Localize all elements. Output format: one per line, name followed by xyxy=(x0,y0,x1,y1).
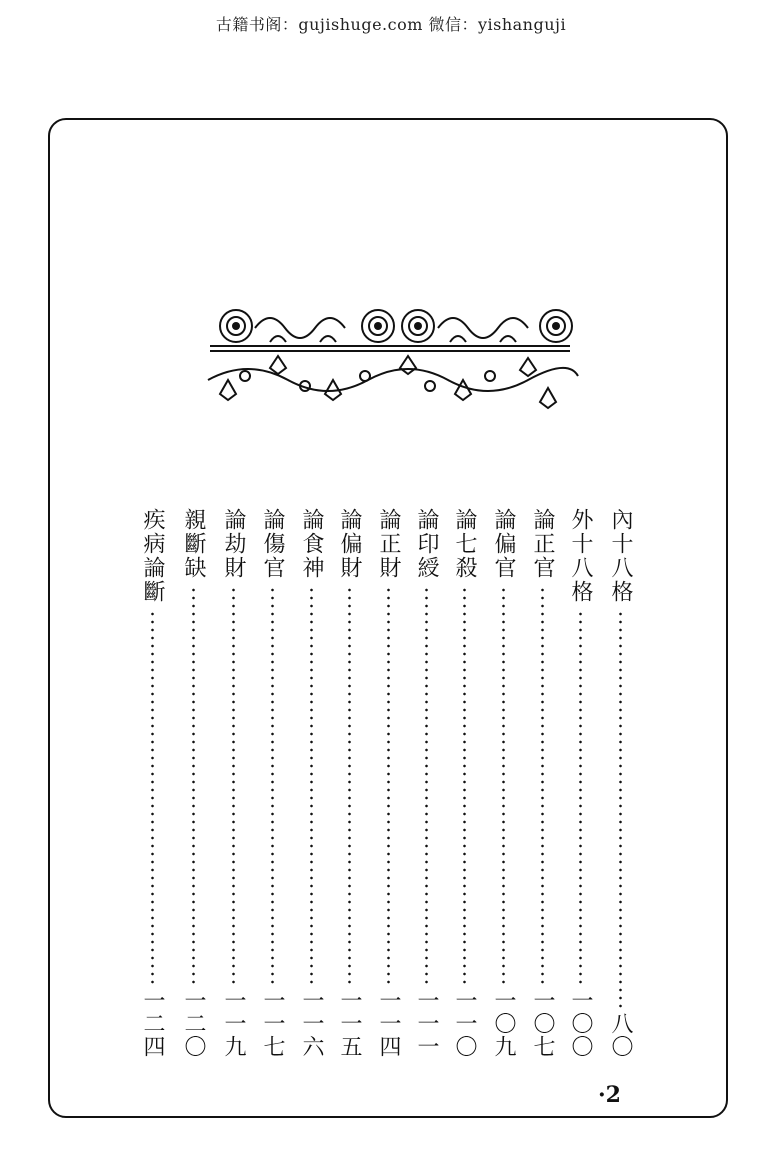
toc-entry xyxy=(565,508,595,1058)
toc-entry-page: 一〇〇 xyxy=(568,989,593,1058)
toc-entry-page: 一〇七 xyxy=(530,989,555,1058)
toc-entry-title: 外十八格 xyxy=(568,508,593,604)
dot-leader xyxy=(192,586,195,985)
dot-leader xyxy=(619,610,622,1008)
dot-leader xyxy=(232,586,235,985)
dot-leader xyxy=(271,586,274,985)
toc-entry-page: 一一六 xyxy=(299,989,324,1058)
toc-entry xyxy=(178,508,208,1058)
toc-entry xyxy=(296,508,326,1058)
toc-entry-title: 論傷官 xyxy=(260,508,285,580)
page-number: ·2 xyxy=(598,1082,621,1108)
toc-entry-page: 一二四 xyxy=(140,989,165,1058)
toc-entry xyxy=(488,508,518,1058)
toc-entry-page: 一〇九 xyxy=(491,989,516,1058)
toc-entry-title: 論劫財 xyxy=(221,508,246,580)
toc-entry xyxy=(449,508,479,1058)
toc-entry-page: 八〇 xyxy=(608,1012,633,1058)
dot-leader xyxy=(463,586,466,985)
toc-entry-title: 論正財 xyxy=(376,508,401,580)
toc-entry-title: 親斷缺 xyxy=(181,508,206,580)
ornament-decoration xyxy=(200,298,580,418)
toc-entry xyxy=(373,508,403,1058)
toc-entry-title: 論食神 xyxy=(299,508,324,580)
toc-entry xyxy=(334,508,364,1058)
toc-entry-page: 一一一 xyxy=(414,989,439,1058)
dot-leader xyxy=(425,586,428,985)
toc-entry-title: 論偏財 xyxy=(337,508,362,580)
dot-leader xyxy=(502,586,505,985)
dot-leader xyxy=(387,586,390,985)
toc-entry xyxy=(527,508,557,1058)
toc-entry-title: 論印綬 xyxy=(414,508,439,580)
dot-leader xyxy=(541,586,544,985)
toc-entry xyxy=(218,508,248,1058)
toc-entry-title: 論偏官 xyxy=(491,508,516,580)
toc-entry-title: 疾病論斷 xyxy=(140,508,165,604)
toc-entry-page: 一一四 xyxy=(376,989,401,1058)
toc-entry-title: 論正官 xyxy=(530,508,555,580)
toc-entry-page: 一一九 xyxy=(221,989,246,1058)
toc-entry-title: 內十八格 xyxy=(608,508,633,604)
toc-entry xyxy=(411,508,441,1058)
toc-entry-page: 一二〇 xyxy=(181,989,206,1058)
dot-leader xyxy=(151,610,154,985)
toc-entry xyxy=(257,508,287,1058)
toc-entry-page: 一一〇 xyxy=(452,989,477,1058)
dot-leader xyxy=(348,586,351,985)
toc-entry xyxy=(137,508,167,1058)
toc-entry-page: 一一五 xyxy=(337,989,362,1058)
dot-leader xyxy=(310,586,313,985)
toc-entry-page: 一一七 xyxy=(260,989,285,1058)
dot-leader xyxy=(579,610,582,985)
toc-entry xyxy=(605,508,635,1058)
toc-entry-title: 論七殺 xyxy=(452,508,477,580)
watermark-header: 古籍书阁：gujishuge.com 微信：yishanguji xyxy=(215,15,567,34)
